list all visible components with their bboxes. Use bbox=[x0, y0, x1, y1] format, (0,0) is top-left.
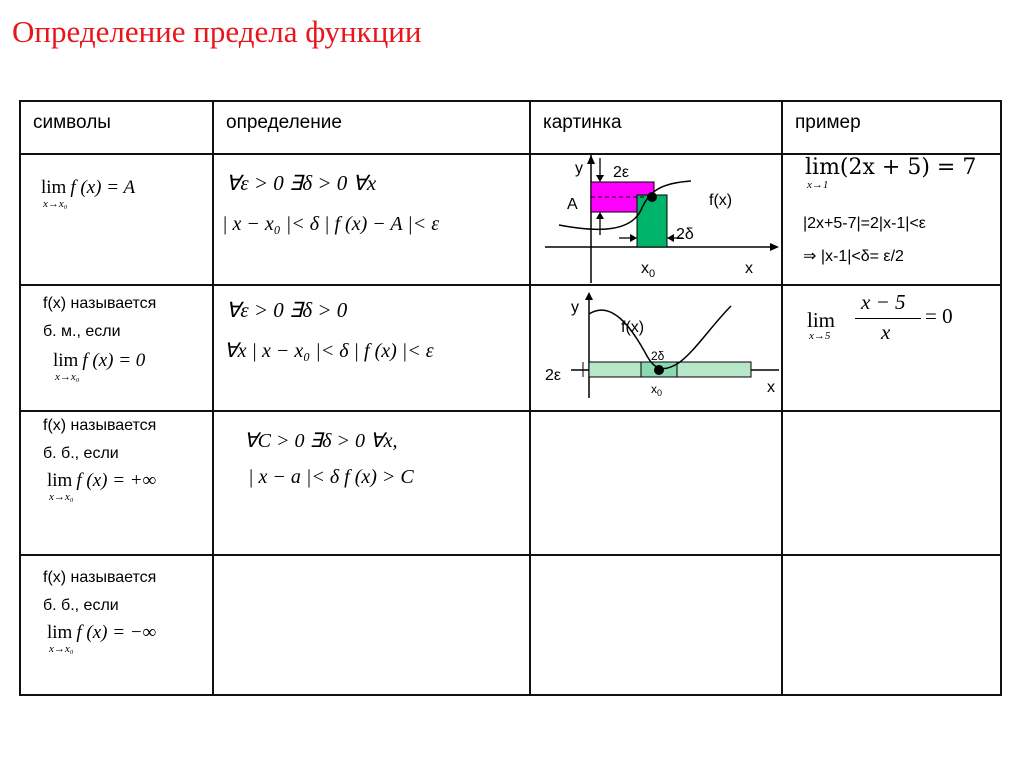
table-row bbox=[20, 411, 1001, 555]
picture-cell-empty bbox=[530, 411, 782, 555]
example-denominator: x bbox=[881, 320, 891, 344]
y-label: y bbox=[571, 299, 579, 316]
limit-graph bbox=[531, 155, 783, 286]
definition-cell-empty bbox=[213, 555, 530, 695]
definition-table bbox=[19, 100, 1002, 696]
row-label-line-2: б. б., если bbox=[43, 445, 119, 462]
example-numerator: x − 5 bbox=[861, 290, 906, 314]
limit-formula: lim f (x) = 0 x→x₀ bbox=[53, 350, 146, 383]
example-line-2: ⇒ |x-1|<δ= ε/2 bbox=[803, 248, 904, 265]
limit-formula: lim f (x) = +∞ x→x₀ bbox=[47, 470, 157, 503]
example-rhs: = 0 bbox=[925, 304, 953, 328]
definition-line-2: ∀x | x − x₀ |< δ | f (x) |< ε bbox=[224, 340, 434, 362]
header-example: пример bbox=[795, 112, 861, 133]
x-label: x bbox=[767, 379, 775, 396]
delta2-label: 2δ bbox=[651, 349, 665, 363]
header-definition: определение bbox=[226, 112, 342, 133]
y-label: y bbox=[575, 160, 583, 177]
table-row bbox=[20, 285, 1001, 411]
definition-line-1: ∀ε > 0 ∃δ > 0 bbox=[226, 298, 348, 322]
example-limit: lim x→5 bbox=[807, 308, 836, 342]
fx-label: f(x) bbox=[621, 319, 645, 336]
header-row bbox=[20, 101, 1001, 154]
x0-label: $x_0$ bbox=[641, 260, 656, 280]
row-label-line-1: f(x) называется bbox=[43, 417, 157, 434]
a-label: A bbox=[567, 196, 578, 213]
row-label-line-2: б. м., если bbox=[43, 323, 121, 340]
x0-label: $x_0$ bbox=[651, 382, 663, 398]
eps2-label: 2ε bbox=[613, 164, 630, 181]
picture-cell-empty bbox=[530, 555, 782, 695]
limit-point bbox=[654, 365, 664, 375]
eps2-label: 2ε bbox=[545, 367, 562, 384]
fx-label: f(x) bbox=[709, 192, 733, 209]
row-label-line-1: f(x) называется bbox=[43, 295, 157, 312]
delta-band bbox=[637, 195, 667, 247]
example-limit: lim(2x + 5) = 7 x→1 bbox=[805, 155, 977, 191]
fraction-bar bbox=[855, 318, 921, 319]
definition-line-1: ∀C > 0 ∃δ > 0 ∀x, bbox=[244, 430, 398, 452]
x-label: x bbox=[745, 260, 753, 277]
table-row bbox=[20, 154, 1001, 285]
example-line-1: |2x+5-7|=2|x-1|<ε bbox=[803, 215, 926, 232]
example-cell-empty bbox=[782, 411, 1001, 555]
header-picture: картинка bbox=[543, 112, 622, 133]
delta2-label: 2δ bbox=[676, 226, 694, 243]
table-row bbox=[20, 555, 1001, 695]
example-cell-empty bbox=[782, 555, 1001, 695]
definition-line-2: | x − x₀ |< δ | f (x) − A |< ε bbox=[222, 213, 440, 235]
limit-formula: lim f (x) = A x→x₀ bbox=[41, 177, 136, 210]
page-title: Определение предела функции bbox=[12, 14, 422, 49]
limit-point bbox=[647, 192, 657, 202]
limit-formula: lim f (x) = −∞ x→x₀ bbox=[47, 622, 157, 655]
definition-line-1: ∀ε > 0 ∃δ > 0 ∀x bbox=[226, 171, 377, 195]
row-label-line-1: f(x) называется bbox=[43, 569, 157, 586]
header-symbols: символы bbox=[33, 112, 111, 133]
limit-graph bbox=[531, 286, 783, 412]
definition-line-2: | x − a |< δ f (x) > C bbox=[248, 466, 414, 488]
row-label-line-2: б. б., если bbox=[43, 597, 119, 614]
